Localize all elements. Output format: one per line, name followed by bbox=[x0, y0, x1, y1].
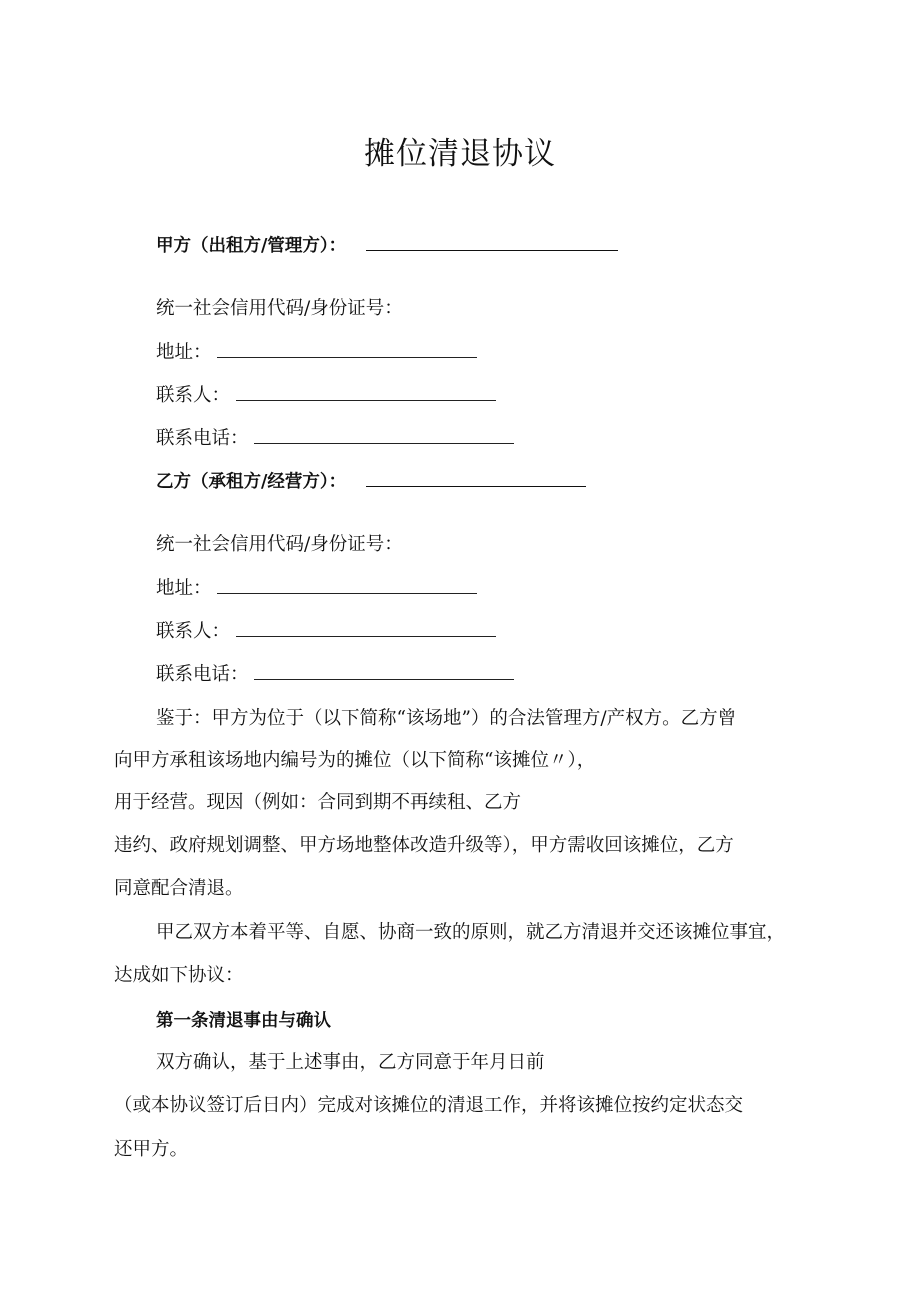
party-b-id-label: 统一社会信用代码/身份证号： bbox=[156, 534, 403, 555]
party-a-address-label: 地址： bbox=[156, 342, 212, 363]
recital-line-1: 鉴于：甲方为位于（以下简称“该场地”）的合法管理方/产权方。乙方曾 bbox=[156, 708, 737, 729]
party-b-phone-label: 联系电话： bbox=[156, 664, 249, 685]
party-a-address-line bbox=[156, 339, 477, 366]
article-1-line-2: （或本协议签订后日内）完成对该摊位的清退工作，并将该摊位按约定状态交 bbox=[114, 1095, 744, 1116]
agreement-intro-line-2: 达成如下协议： bbox=[114, 965, 244, 986]
party-a-contact-line bbox=[156, 382, 496, 409]
recital-line-5: 同意配合清退。 bbox=[114, 878, 244, 899]
party-a-id-label: 统一社会信用代码/身份证号： bbox=[156, 298, 403, 319]
article-1-heading: 第一条清退事由与确认 bbox=[156, 1011, 331, 1031]
document-title: 摊位清退协议 bbox=[364, 136, 556, 172]
party-b-address-line bbox=[156, 575, 477, 602]
article-1-line-3: 还甲方。 bbox=[114, 1139, 189, 1160]
party-a-contact-label: 联系人： bbox=[156, 385, 231, 406]
party-a-phone-label: 联系电话： bbox=[156, 428, 249, 449]
party-b-id-line bbox=[156, 532, 403, 558]
party-b-contact-line bbox=[156, 618, 496, 645]
party-a-phone-blank bbox=[254, 425, 514, 444]
recital-line-2: 向甲方承租该场地内编号为的摊位（以下简称“该摊位〃）， bbox=[114, 750, 596, 771]
party-a-label: 甲方（出租方/管理方）： bbox=[156, 236, 347, 256]
party-a-line bbox=[156, 232, 618, 259]
recital-line-3: 用于经营。现因（例如：合同到期不再续租、乙方 bbox=[114, 792, 522, 813]
party-b-line bbox=[156, 468, 586, 495]
party-b-phone-line bbox=[156, 661, 514, 688]
party-a-address-blank bbox=[217, 339, 477, 358]
party-b-address-blank bbox=[217, 575, 477, 594]
party-b-contact-blank bbox=[236, 618, 496, 637]
party-b-phone-blank bbox=[254, 661, 514, 680]
recital-line-4: 违约、政府规划调整、甲方场地整体改造升级等），甲方需收回该摊位，乙方 bbox=[114, 835, 734, 856]
party-a-contact-blank bbox=[236, 382, 496, 401]
party-a-name-blank bbox=[366, 232, 618, 251]
party-b-address-label: 地址： bbox=[156, 578, 212, 599]
article-1-line-1: 双方确认，基于上述事由，乙方同意于年月日前 bbox=[156, 1052, 545, 1073]
party-b-label: 乙方（承租方/经营方）： bbox=[156, 472, 347, 492]
party-b-contact-label: 联系人： bbox=[156, 621, 231, 642]
party-a-phone-line bbox=[156, 425, 514, 452]
party-b-name-blank bbox=[366, 468, 586, 487]
agreement-intro-line-1: 甲乙双方本着平等、自愿、协商一致的原则，就乙方清退并交还该摊位事宜， bbox=[156, 922, 786, 943]
party-a-id-line bbox=[156, 296, 403, 322]
